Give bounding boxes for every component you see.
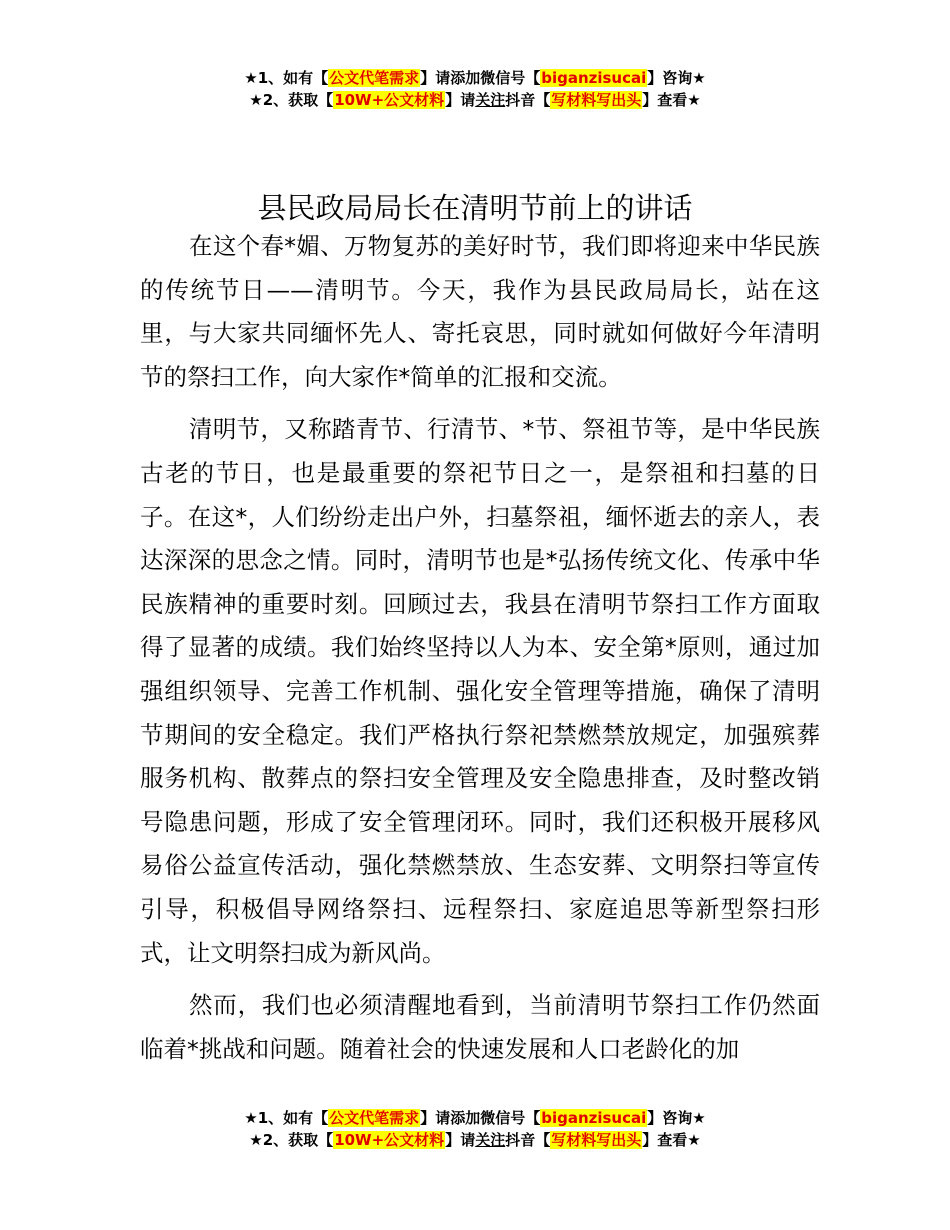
- promo-text: 】请添加微信号【: [420, 1109, 541, 1127]
- promo-line-1: [0, 1107, 950, 1129]
- promo-line-2: [0, 89, 950, 111]
- footer-promo-banner: [0, 1107, 950, 1151]
- promo-highlight: 10W+公文材料: [334, 1131, 445, 1149]
- promo-text: ★2、获取【: [249, 91, 334, 109]
- promo-highlight-wechat-id: biganzisucai: [541, 1109, 647, 1127]
- body-paragraph-1: 在这个春*媚、万物复苏的美好时节，我们即将迎来中华民族的传统节日——清明节。今天，我作为县民政局局长，站在这里，与大家共同缅怀先人、寄托哀思，同时就如何做好今年清明节的祭扫工作，向大家作*简单的汇报和交流。: [140, 232, 820, 391]
- promo-text: 】请: [445, 1131, 476, 1149]
- promo-text: 】查看★: [642, 1131, 701, 1149]
- promo-highlight-wechat-id: biganzisucai: [541, 69, 647, 87]
- promo-text: ★1、如有【: [244, 69, 329, 87]
- document-title: 县民政局局长在清明节前上的讲话: [257, 191, 693, 226]
- promo-text: 】请添加微信号【: [420, 69, 541, 87]
- promo-text: 】请: [445, 91, 476, 109]
- promo-highlight-douyin: 写材料写出头: [551, 91, 642, 109]
- promo-text: ★2、获取【: [249, 1131, 334, 1149]
- promo-line-2: [0, 1129, 950, 1151]
- promo-highlight-douyin: 写材料写出头: [551, 1131, 642, 1149]
- promo-text: ★1、如有【: [244, 1109, 329, 1127]
- promo-text: 】咨询★: [647, 69, 706, 87]
- promo-highlight: 公文代笔需求: [329, 1109, 420, 1127]
- promo-text: 抖音【: [505, 91, 551, 109]
- promo-underlined-text: 关注: [475, 1131, 506, 1149]
- promo-text: 】咨询★: [647, 1109, 706, 1127]
- body-paragraph-2: 清明节，又称踏青节、行清节、*节、祭祖节等，是中华民族古老的节日，也是最重要的祭祀节日之一，是祭祖和扫墓的日子。在这*，人们纷纷走出户外，扫墓祭祖，缅怀逝去的亲人，表达深深的思念之情。同时，清明节也是*弘扬传统文化、传承中华民族精神的重要时刻。回顾过去，我县在清明节祭扫工作方面取得了显著的成绩。我们始终坚持以人为本、安全第*原则，通过加强组织领导、完善工作机制、强化安全管理等措施，确保了清明节期间的安全稳定。我们严格执行祭祀禁燃禁放规定，加强殡葬服务机构、散葬点的祭扫安全管理及安全隐患排查，及时整改销号隐患问题，形成了安全管理闭环。同时，我们还积极开展移风易俗公益宣传活动，强化禁燃禁放、生态安葬、文明祭扫等宣传引导，积极倡导网络祭扫、远程祭扫、家庭追思等新型祭扫形式，让文明祭扫成为新风尚。: [140, 415, 820, 967]
- promo-text: 】查看★: [642, 91, 701, 109]
- promo-text: 抖音【: [505, 1131, 551, 1149]
- body-paragraph-3: 然而，我们也必须清醒地看到，当前清明节祭扫工作仍然面临着*挑战和问题。随着社会的快速发展和人口老龄化的加: [140, 991, 820, 1063]
- promo-underlined-text: 关注: [475, 91, 506, 109]
- document-body: [140, 225, 820, 1080]
- promo-highlight: 10W+公文材料: [334, 91, 445, 109]
- promo-line-1: [0, 67, 950, 89]
- promo-highlight: 公文代笔需求: [329, 69, 420, 87]
- header-promo-banner: [0, 67, 950, 111]
